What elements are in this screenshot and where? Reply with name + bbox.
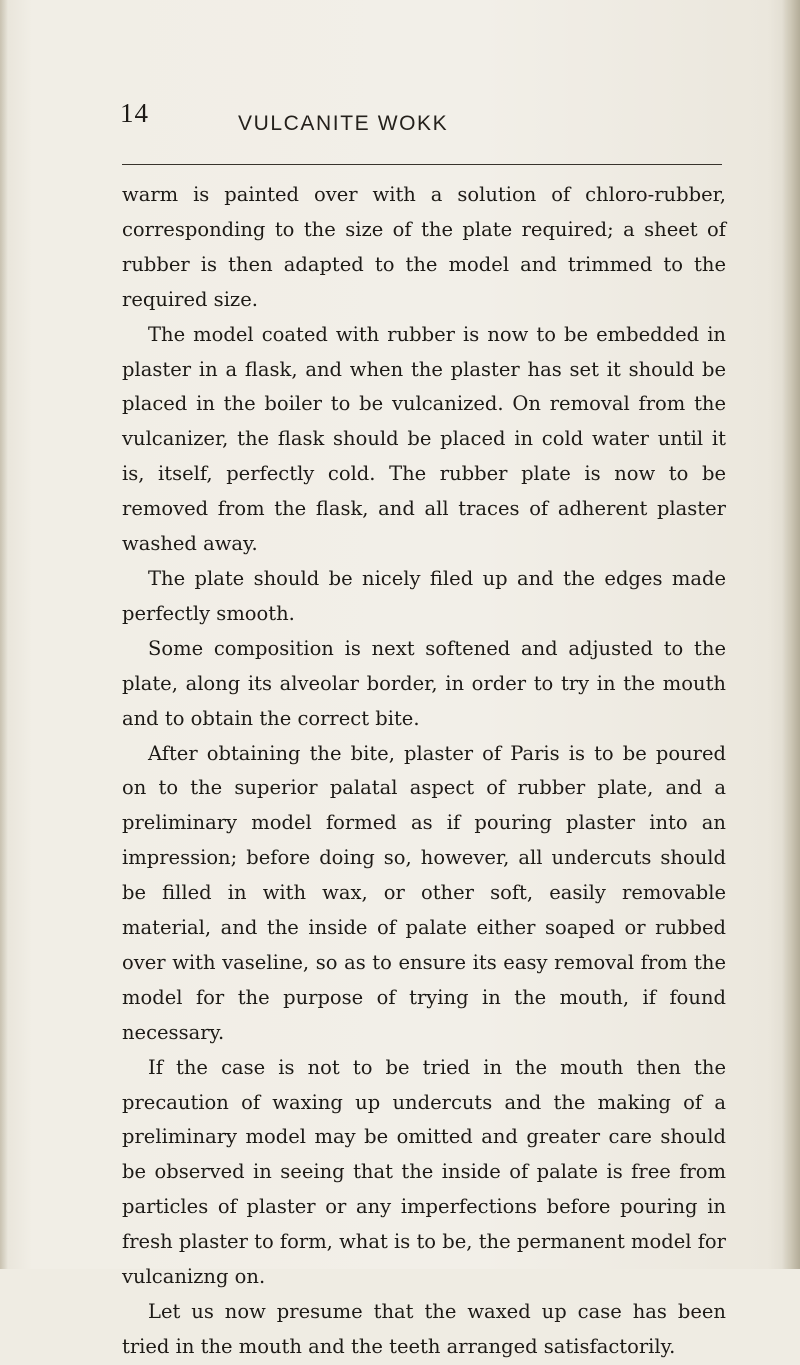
paragraph: The model coated with rubber is now to be embedded in plaster in a flask, and when the plaster has set it should be placed in the boiler to be vulcanized. On removal from the vulcanizer, the flask should be placed in cold water until it is, itself, perfectly cold. The rubber plate is now to be removed from the flask, and all traces of adherent plaster washed away.: [122, 322, 726, 556]
page-right-edge: [782, 0, 800, 1269]
header-rule: [122, 164, 722, 165]
paragraph: Some composition is next softened and adjusted to the plate, along its alveolar border, in order to try in the mouth and to obtain the correct bite.: [122, 636, 726, 730]
paragraph: After obtaining the bite, plaster of Paris is to be poured on to the superior palatal aspect of rubber plate, and a preliminary model formed as if pouring plaster into an impression; before doing so, however, all undercuts should be filled in with wax, or other soft, easily removable material, and the inside of palate either soaped or rubbed over with vaseline, so as to ensure its easy removal from the model for the purpose of trying in the mouth, if found necessary.: [122, 741, 726, 1044]
body-text: [122, 178, 726, 1365]
paragraph: The plate should be nicely filed up and the edges made perfectly smooth.: [122, 566, 726, 625]
page-left-edge: [0, 0, 8, 1269]
page-number: 14: [120, 98, 149, 128]
paragraph: warm is painted over with a solution of chloro-rubber, corresponding to the size of the plate required; a sheet of rubber is then adapted to the model and trimmed to the required size.: [122, 183, 726, 311]
paragraph: If the case is not to be tried in the mouth then the precaution of waxing up undercuts and the making of a preliminary model may be omitted and greater care should be observed in seeing that the inside of palate is free from particles of plaster or any imperfections before pouring in fresh plaster to form, what is to be, the permanent model for vulcanizng on.: [122, 1055, 726, 1289]
running-head: VULCANITE WOKK: [238, 112, 449, 135]
paragraph: Let us now presume that the waxed up case has been tried in the mouth and the teeth arranged satisfactorily.: [122, 1300, 726, 1358]
